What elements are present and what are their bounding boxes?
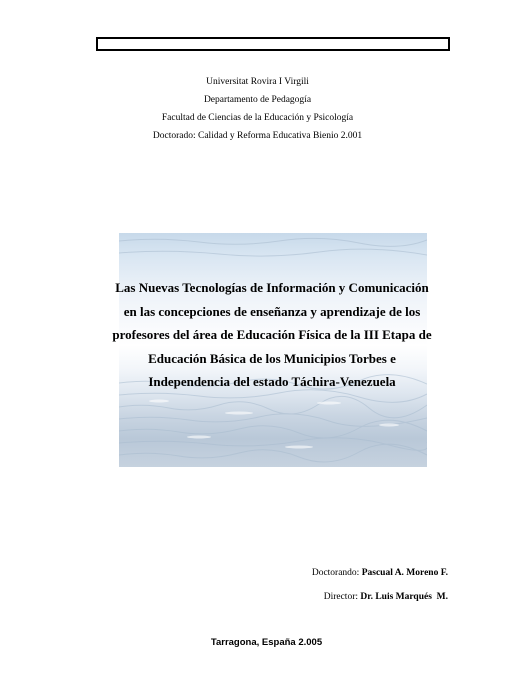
- thesis-title: [60, 276, 484, 394]
- title-line: Las Nuevas Tecnologías de Información y Comunicación: [115, 280, 429, 295]
- director-name: Dr. Luis Marqués M.: [360, 592, 448, 602]
- faculty-name: Facultad de Ciencias de la Educación y Psicología: [161, 113, 354, 123]
- doctoral-program: Doctorado: Calidad y Reforma Educativa Bienio 2.001: [152, 131, 363, 141]
- institution-header: [0, 73, 515, 145]
- doctorando-name: Pascual A. Moreno F.: [361, 568, 448, 578]
- place-and-date: Tarragona, España 2.005: [210, 637, 323, 648]
- title-line: profesores del área de Educación Física de la III Etapa de: [112, 327, 432, 342]
- top-border-box: [96, 37, 450, 51]
- title-line: Educación Básica de los Municipios Torbes e: [148, 350, 396, 366]
- title-line: en las concepciones de enseñanza y aprendizaje de los: [123, 303, 421, 319]
- doctorando-label: Doctorando:: [311, 568, 360, 578]
- title-line: Independencia del estado Táchira-Venezuela: [148, 374, 396, 389]
- director-credit: [324, 592, 448, 602]
- doctorando-credit: [312, 568, 448, 578]
- department-name: Departamento de Pedagogía: [203, 95, 312, 105]
- director-label: Director:: [323, 592, 358, 602]
- university-name: Universitat Rovira I Virgili: [206, 77, 309, 87]
